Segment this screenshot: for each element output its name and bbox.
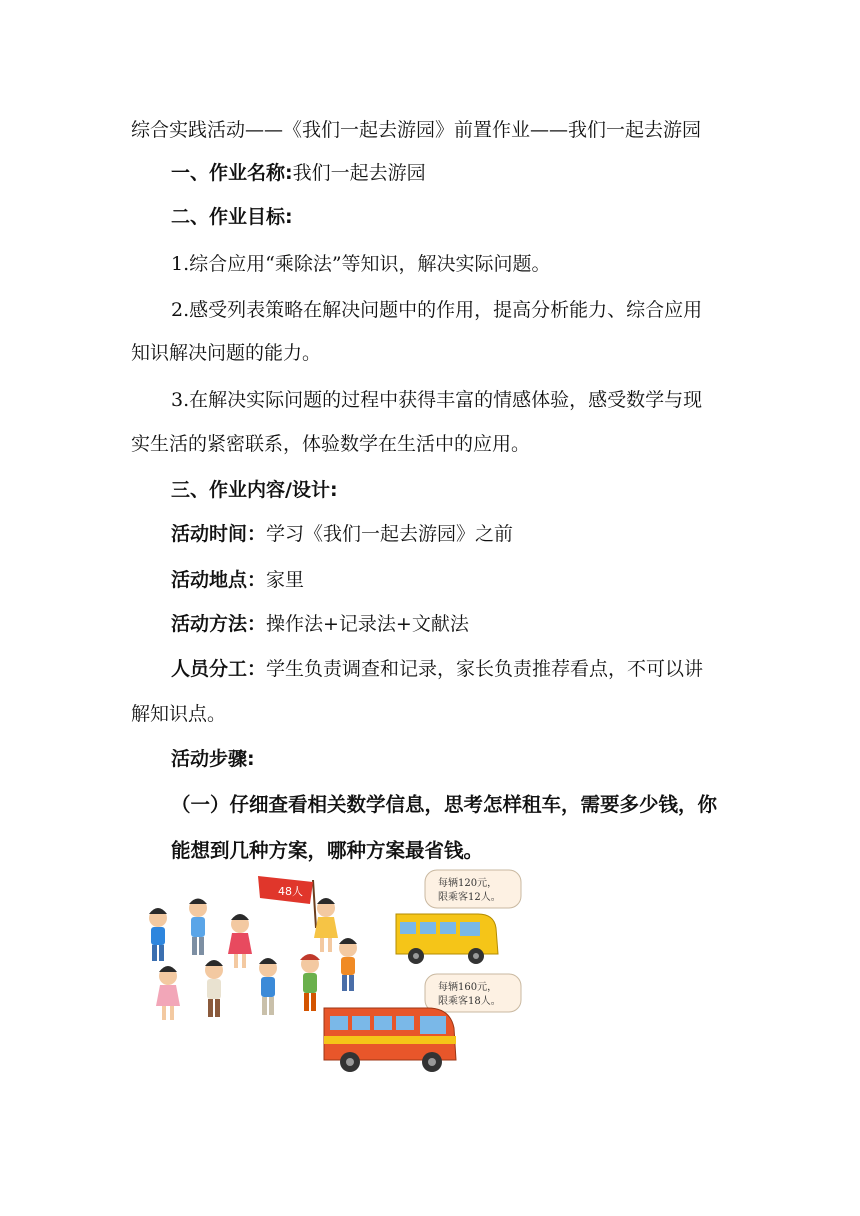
activity-place-label: 活动地点： [171,569,267,591]
price-bubble-1 [425,870,521,908]
section-name-text: 我们一起去游园 [292,162,426,184]
roles-text: 学生负责调查和记录，家长负责推荐看点，不可以讲 [266,658,704,680]
child [314,898,338,952]
bubble-1-line2: 限乘客12人。 [438,892,501,903]
bubble-2-line1: 每辆160元， [438,982,498,993]
roles-label: 人员分工： [171,658,267,680]
goal-3-cont: 实生活的紧密联系，体验数学在生活中的应用。 [131,433,531,455]
bubble-1-line1: 每辆120元， [438,878,498,889]
flag [258,876,316,928]
large-bus [324,1008,456,1072]
children-group [149,898,357,1020]
goal-2-cont: 知识解决问题的能力。 [131,342,322,364]
child [149,908,167,961]
bubble-2-line2: 限乘客18人。 [438,996,501,1007]
roles-cont: 解知识点。 [131,703,227,725]
section-content-heading: 三、作业内容/设计: [171,479,338,501]
goal-3: 3.在解决实际问题的过程中获得丰富的情感体验，感受数学与现 [171,389,703,411]
document-title: 综合实践活动——《我们一起去游园》前置作业——我们一起去游园 [131,119,702,141]
child [205,960,223,1017]
activity-place-text: 家里 [266,569,305,591]
activity-time [171,522,513,546]
activity-method-label: 活动方法： [171,613,267,635]
activity-place [171,568,304,592]
small-bus [396,914,498,964]
step-1-line1: （一）仔细查看相关数学信息，思考怎样租车，需要多少钱，你 [171,793,718,816]
goal-1: 1.综合应用“乘除法”等知识，解决实际问题。 [171,253,551,275]
child [228,914,252,968]
section-name-label: 一、作业名称: [171,162,293,184]
child [156,966,180,1020]
step-1-line2: 能想到几种方案，哪种方案最省钱。 [171,839,484,862]
steps-heading: 活动步骤: [171,748,255,770]
child [300,954,320,1011]
activity-time-text: 学习《我们一起去游园》之前 [266,523,514,545]
section-goals-heading: 二、作业目标: [171,206,293,228]
activity-method-text: 操作法+记录法+文献法 [266,613,469,635]
activity-method [171,612,469,636]
activity-time-label: 活动时间： [171,523,267,545]
roles [171,657,703,681]
child [259,958,277,1015]
section-name [171,161,426,185]
child [189,899,207,956]
child [339,938,357,991]
goal-2: 2.感受列表策略在解决问题中的作用，提高分析能力、综合应用 [171,299,703,321]
rental-illustration [138,868,538,1074]
price-bubble-2 [425,974,521,1012]
flag-text: 48人 [278,885,303,898]
